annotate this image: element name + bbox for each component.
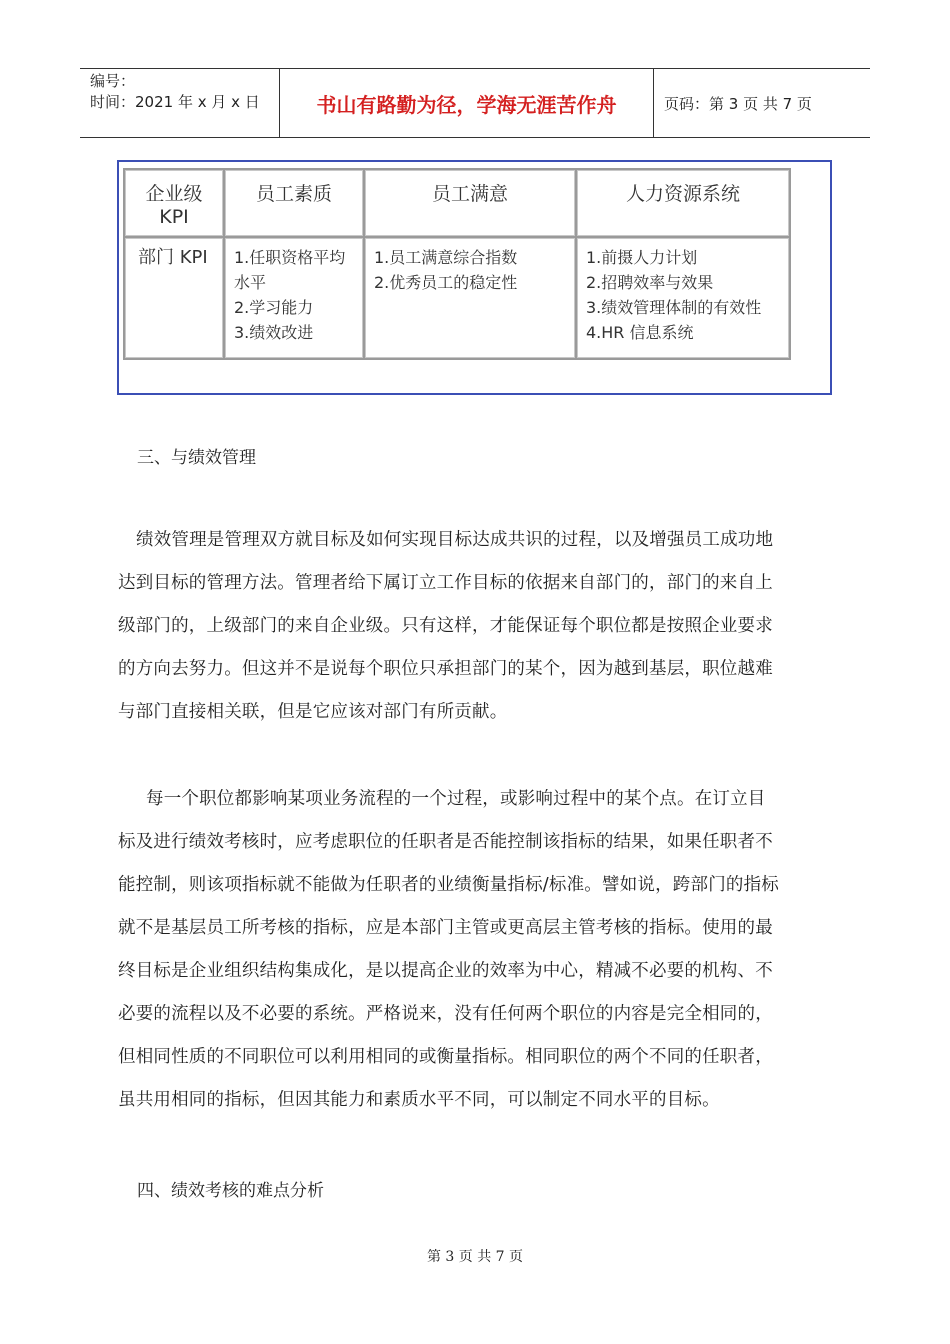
paragraph-line: 终目标是企业组织结构集成化，是以提高企业的效率为中心，精减不必要的机构、不 xyxy=(118,961,773,981)
paragraph-line: 标及进行绩效考核时，应考虑职位的任职者是否能控制该指标的结果，如果任职者不 xyxy=(118,832,773,852)
kpi-table xyxy=(123,168,791,360)
header-meta xyxy=(80,69,280,137)
paragraph-line: 达到目标的管理方法。管理者给下属订立工作目标的依据来自部门的，部门的来自上 xyxy=(118,573,773,593)
kpi-item: 1.员工满意综合指数 xyxy=(374,248,518,267)
header-page-code: 页码：第 3 页 共 7 页 xyxy=(664,94,812,113)
kpi-header-satisfaction: 员工满意 xyxy=(365,170,575,236)
kpi-department-row xyxy=(125,238,789,358)
section-heading-4: 四、绩效考核的难点分析 xyxy=(137,1181,324,1201)
kpi-header-enterprise: 企业级 KPI xyxy=(125,170,223,236)
kpi-item: 2.招聘效率与效果 xyxy=(586,273,714,292)
page-footer: 第 3 页 共 7 页 xyxy=(426,1249,524,1265)
kpi-cell-satisfaction xyxy=(365,238,575,358)
kpi-header-quality: 员工素质 xyxy=(225,170,363,236)
kpi-item: 水平 xyxy=(234,273,267,292)
header-motto: 书山有路勤为径，学海无涯苦作舟 xyxy=(280,69,654,137)
document-number: 编号： xyxy=(90,72,136,90)
paragraph-line: 但相同性质的不同职位可以利用相同的或衡量指标。相同职位的两个不同的任职者， xyxy=(118,1047,773,1067)
paragraph-2 xyxy=(118,778,834,1122)
kpi-item: 4.HR 信息系统 xyxy=(586,323,694,342)
paragraph-line: 与部门直接相关联，但是它应该对部门有所贡献。 xyxy=(118,702,508,722)
kpi-header-hr-system: 人力资源系统 xyxy=(577,170,789,236)
paragraph-line: 虽共用相同的指标，但因其能力和素质水平不同，可以制定不同水平的目标。 xyxy=(118,1090,720,1110)
kpi-item: 1.前摄人力计划 xyxy=(586,248,698,267)
document-date: 时间：2021 年 x 月 x 日 xyxy=(90,93,260,111)
page-header xyxy=(80,68,870,138)
kpi-item: 3.绩效改进 xyxy=(234,323,314,342)
kpi-row-head: 部门 KPI xyxy=(125,238,223,358)
paragraph-line: 绩效管理是管理双方就目标及如何实现目标达成共识的过程，以及增强员工成功地 xyxy=(136,530,774,550)
paragraph-line: 的方向去努力。但这并不是说每个职位只承担部门的某个，因为越到基层，职位越难 xyxy=(118,659,773,679)
kpi-item: 2.优秀员工的稳定性 xyxy=(374,273,518,292)
paragraph-line: 级部门的，上级部门的来自企业级。只有这样，才能保证每个职位都是按照企业要求 xyxy=(118,616,773,636)
section-heading-3: 三、与绩效管理 xyxy=(137,448,256,468)
paragraph-line: 必要的流程以及不必要的系统。严格说来，没有任何两个职位的内容是完全相同的， xyxy=(118,1004,773,1024)
kpi-cell-quality xyxy=(225,238,363,358)
kpi-item: 1.任职资格平均 xyxy=(234,248,346,267)
kpi-cell-hr-system xyxy=(577,238,789,358)
paragraph-1 xyxy=(118,519,834,734)
paragraph-line: 就不是基层员工所考核的指标，应是本部门主管或更高层主管考核的指标。使用的最 xyxy=(118,918,773,938)
kpi-item: 2.学习能力 xyxy=(234,298,314,317)
kpi-header-row xyxy=(125,170,789,236)
paragraph-line: 每一个职位都影响某项业务流程的一个过程，或影响过程中的某个点。在订立目 xyxy=(146,789,766,809)
paragraph-line: 能控制，则该项指标就不能做为任职者的业绩衡量指标/标准。譬如说，跨部门的指标 xyxy=(118,875,779,895)
kpi-table-figure xyxy=(117,160,832,395)
kpi-item: 3.绩效管理体制的有效性 xyxy=(586,298,762,317)
